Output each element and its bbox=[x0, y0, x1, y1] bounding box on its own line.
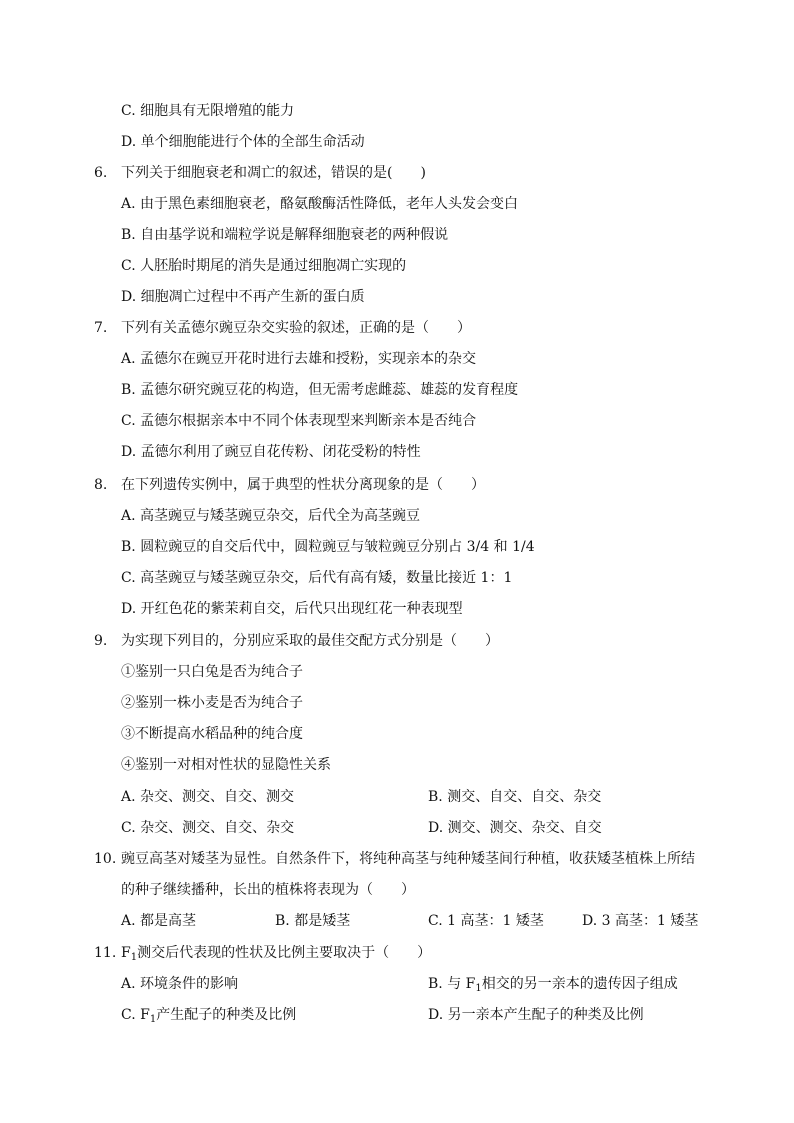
q7-number: 7. bbox=[94, 320, 108, 336]
q8-option-a: A. 高茎豌豆与矮茎豌豆杂交，后代全为高茎豌豆 bbox=[121, 508, 421, 524]
q9-number: 9. bbox=[94, 633, 108, 649]
q10-option-a: A. 都是高茎 bbox=[121, 913, 197, 929]
q8-option-b: B. 圆粒豌豆的自交后代中，圆粒豌豆与皱粒豌豆分别占 3/4 和 1/4 bbox=[121, 539, 535, 555]
q10-stem-line2: 的种子继续播种，长出的植株将表现为（ ） bbox=[121, 882, 415, 898]
q8-option-d: D. 开红色花的紫茉莉自交，后代只出现红花一种表现型 bbox=[121, 601, 463, 617]
q6-option-b: B. 自由基学说和端粒学说是解释细胞衰老的两种假说 bbox=[121, 227, 449, 243]
q5-option-c: C. 细胞具有无限增殖的能力 bbox=[121, 103, 295, 119]
q7-option-b: B. 孟德尔研究豌豆花的构造，但无需考虑雌蕊、雄蕊的发育程度 bbox=[121, 382, 519, 398]
q5-option-d: D. 单个细胞能进行个体的全部生命活动 bbox=[121, 134, 365, 150]
q8-option-c: C. 高茎豌豆与矮茎豌豆杂交，后代有高有矮，数量比接近 1：1 bbox=[121, 570, 513, 586]
q11-option-c: C. $F_1$产生配子的种类及比例 bbox=[121, 1007, 297, 1025]
q9-option-d: D. 测交、测交、杂交、自交 bbox=[428, 820, 602, 836]
q11-option-b: B. 与 $F_1$相交的另一亲本的遗传因子组成 bbox=[428, 976, 678, 994]
q9-item-4: ④鉴别一对相对性状的显隐性关系 bbox=[121, 757, 331, 773]
q6-number: 6. bbox=[94, 165, 108, 181]
q9-option-c: C. 杂交、测交、自交、杂交 bbox=[121, 820, 295, 836]
q6-option-a: A. 由于黑色素细胞衰老，酪氨酸酶活性降低，老年人头发会变白 bbox=[121, 196, 519, 212]
q10-number: 10. bbox=[94, 851, 117, 867]
q11-option-d: D. 另一亲本产生配子的种类及比例 bbox=[428, 1007, 644, 1023]
q7-option-c: C. 孟德尔根据亲本中不同个体表现型来判断亲本是否纯合 bbox=[121, 413, 477, 429]
q8-stem: 在下列遗传实例中，属于典型的性状分离现象的是（ ） bbox=[121, 477, 485, 493]
q9-option-b: B. 测交、自交、自交、杂交 bbox=[428, 789, 602, 805]
q9-item-3: ③不断提高水稻品种的纯合度 bbox=[121, 726, 303, 742]
q10-option-c: C. 1 高茎：1 矮茎 bbox=[428, 913, 544, 929]
q6-option-c: C. 人胚胎时期尾的消失是通过细胞凋亡实现的 bbox=[121, 258, 407, 274]
q9-stem: 为实现下列目的，分别应采取的最佳交配方式分别是（ ） bbox=[121, 633, 499, 649]
q7-stem: 下列有关孟德尔豌豆杂交实验的叙述，正确的是（ ） bbox=[121, 320, 471, 336]
q6-stem: 下列关于细胞衰老和凋亡的叙述，错误的是( ) bbox=[121, 165, 426, 181]
q7-option-a: A. 孟德尔在豌豆开花时进行去雄和授粉，实现亲本的杂交 bbox=[121, 351, 477, 367]
q11-option-a: A. 环境条件的影响 bbox=[121, 976, 239, 992]
q9-item-1: ①鉴别一只白兔是否为纯合子 bbox=[121, 664, 303, 680]
q7-option-d: D. 孟德尔利用了豌豆自花传粉、闭花受粉的特性 bbox=[121, 444, 421, 460]
q9-option-a: A. 杂交、测交、自交、测交 bbox=[121, 789, 295, 805]
q10-option-b: B. 都是矮茎 bbox=[275, 913, 351, 929]
q11-number: 11. bbox=[94, 945, 117, 961]
q6-option-d: D. 细胞凋亡过程中不再产生新的蛋白质 bbox=[121, 289, 365, 305]
q9-item-2: ②鉴别一株小麦是否为纯合子 bbox=[121, 695, 303, 711]
q11-stem: $F_1$测交后代表现的性状及比例主要取决于（ ） bbox=[121, 945, 432, 963]
q8-number: 8. bbox=[94, 477, 108, 493]
q10-stem-line1: 豌豆高茎对矮茎为显性。自然条件下，将纯种高茎与纯种矮茎间行种植，收获矮茎植株上所结 bbox=[121, 851, 695, 867]
q10-option-d: D. 3 高茎：1 矮茎 bbox=[582, 913, 699, 929]
